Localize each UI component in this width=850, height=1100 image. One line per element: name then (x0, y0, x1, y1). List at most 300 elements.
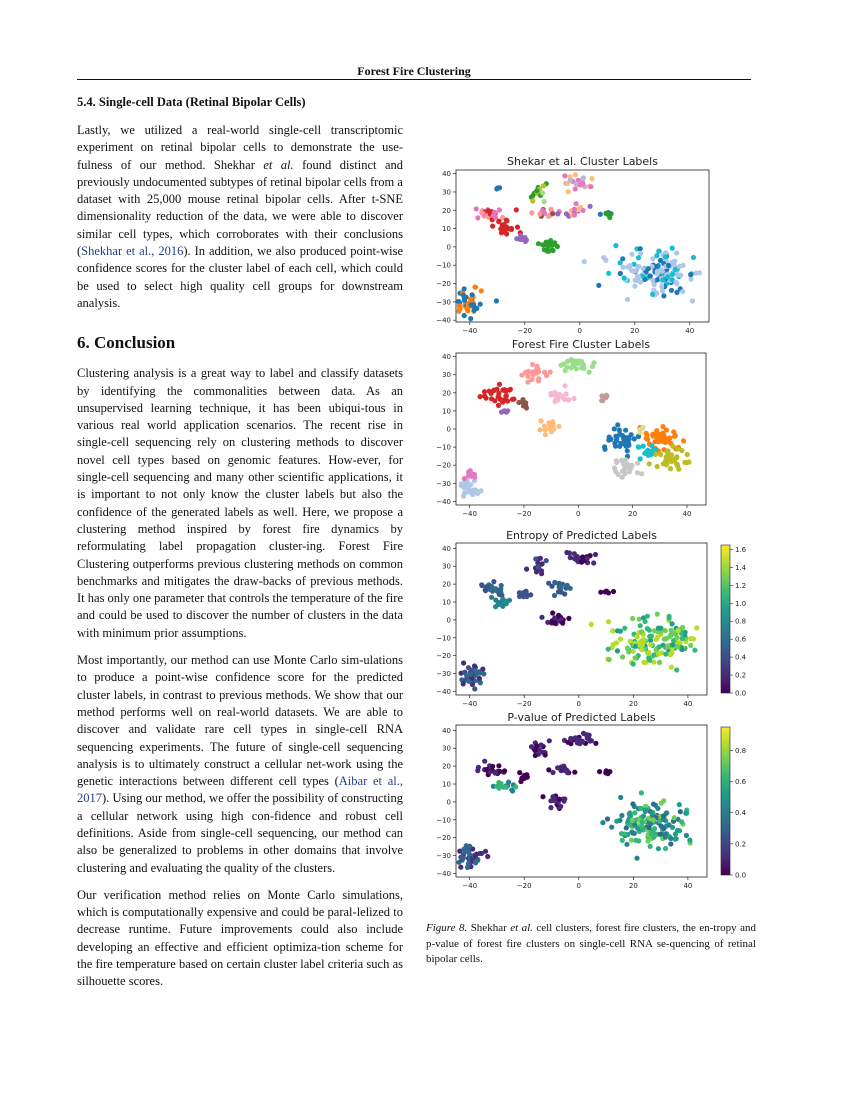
data-point (547, 738, 552, 743)
data-point (551, 248, 556, 253)
data-point (669, 621, 674, 626)
data-point (674, 250, 679, 255)
colorbar (721, 545, 730, 693)
data-point (552, 593, 557, 598)
figure-canvas (424, 154, 760, 890)
data-point (687, 838, 692, 843)
data-point (681, 438, 686, 443)
data-point (501, 222, 506, 227)
y-tick-label: 30 (442, 744, 451, 753)
data-point (621, 265, 626, 270)
data-point (657, 249, 662, 254)
data-point (496, 403, 501, 408)
data-point (674, 455, 679, 460)
data-point (625, 646, 630, 651)
data-point (636, 445, 641, 450)
data-point (462, 298, 467, 303)
data-point (479, 851, 484, 856)
data-point (582, 259, 587, 264)
data-point (674, 836, 679, 841)
y-tick-label: 20 (442, 206, 451, 215)
data-point (663, 835, 668, 840)
data-point (631, 661, 636, 666)
data-point (612, 426, 617, 431)
data-point (572, 551, 577, 556)
data-point (666, 263, 671, 268)
colorbar-tick-label: 0.6 (735, 778, 747, 787)
text-run: Shekhar (467, 922, 511, 934)
data-point (579, 560, 584, 565)
data-point (632, 655, 637, 660)
data-point (504, 231, 509, 236)
colorbar-tick-label: 0.2 (735, 671, 747, 680)
data-point (548, 798, 553, 803)
data-point (534, 188, 539, 193)
data-point (539, 742, 544, 747)
y-tick-label: 40 (442, 353, 451, 362)
data-point (641, 425, 646, 430)
data-point (504, 785, 509, 790)
data-point (497, 207, 502, 212)
data-point (461, 852, 466, 857)
data-point (472, 308, 477, 313)
data-point (643, 808, 648, 813)
citation-link[interactable]: Shekhar et al., 2016 (81, 244, 184, 259)
data-point (489, 396, 494, 401)
data-point (615, 648, 620, 653)
data-point (672, 434, 677, 439)
data-point (625, 448, 630, 453)
data-point (646, 816, 651, 821)
x-tick-label: −20 (516, 882, 532, 890)
y-tick-label: 20 (442, 580, 451, 589)
x-tick-label: −40 (462, 882, 478, 890)
data-point (544, 248, 549, 253)
data-point (498, 590, 503, 595)
data-point (510, 788, 515, 793)
data-point (649, 443, 654, 448)
data-point (618, 795, 623, 800)
y-tick-label: −20 (436, 652, 451, 661)
data-point (632, 823, 637, 828)
data-point (604, 768, 609, 773)
data-point (675, 628, 680, 633)
data-point (580, 181, 585, 186)
data-point (663, 440, 668, 445)
y-tick-label: −40 (436, 316, 451, 325)
text-run: ). Using our method, we offer the possibility of constructing a cellular network using high con-fidence and robust cell definitions. Aside from single-cell sequencing, our method can also be generalized to problems in other domains that involve clustering and evaluating the quality of the clusters. (77, 791, 403, 875)
data-point (521, 237, 526, 242)
data-point (579, 359, 584, 364)
data-point (515, 225, 520, 230)
data-point (581, 366, 586, 371)
data-point (684, 833, 689, 838)
data-point (538, 418, 543, 423)
paragraph-conclusion-3: Our verification method relies on Monte Carlo simulations, which is computationally expensive and could be paral-lelized to decrease runtime. Future improvements could also include developing an effective and efficient optimiza-tion scheme for the fire temperature based on certain cluster label criteria such as silhouette scores. (77, 887, 403, 989)
data-point (621, 437, 626, 442)
data-point (662, 637, 667, 642)
data-point (472, 663, 477, 668)
data-point (504, 218, 509, 223)
data-point (561, 799, 566, 804)
data-point (573, 186, 578, 191)
data-point (697, 270, 702, 275)
data-point (462, 670, 467, 675)
x-tick-label: 20 (628, 700, 638, 708)
data-point (635, 470, 640, 475)
colorbar-tick-label: 0.4 (735, 809, 747, 818)
data-point (596, 283, 601, 288)
data-point (614, 438, 619, 443)
data-point (636, 838, 641, 843)
data-point (563, 368, 568, 373)
data-point (588, 184, 593, 189)
data-point (621, 275, 626, 280)
data-point (688, 272, 693, 277)
y-tick-label: 20 (442, 762, 451, 771)
x-tick-label: 40 (683, 882, 693, 890)
data-point (475, 215, 480, 220)
data-point (645, 614, 650, 619)
data-point (660, 288, 665, 293)
data-point (605, 212, 610, 217)
data-point (641, 813, 646, 818)
data-point (495, 185, 500, 190)
data-point (648, 844, 653, 849)
data-point (566, 616, 571, 621)
running-header: Forest Fire Clustering (357, 64, 471, 78)
x-tick-label: 0 (577, 327, 582, 335)
data-point (563, 383, 568, 388)
data-point (466, 474, 471, 479)
data-point (633, 644, 638, 649)
data-point (546, 240, 551, 245)
data-point (657, 660, 662, 665)
data-point (484, 767, 489, 772)
data-point (677, 828, 682, 833)
y-tick-label: 10 (442, 780, 451, 789)
data-point (530, 193, 535, 198)
data-point (630, 801, 635, 806)
data-point (685, 452, 690, 457)
data-point (682, 460, 687, 465)
data-point (521, 590, 526, 595)
data-point (670, 246, 675, 251)
data-point (581, 208, 586, 213)
data-point (466, 849, 471, 854)
data-point (691, 636, 696, 641)
data-point (670, 272, 675, 277)
x-tick-label: 0 (576, 510, 581, 518)
data-point (672, 259, 677, 264)
data-point (564, 550, 569, 555)
colorbar-tick-label: 1.0 (735, 599, 747, 608)
data-point (663, 254, 668, 259)
data-point (462, 485, 467, 490)
data-point (550, 419, 555, 424)
data-point (481, 671, 486, 676)
data-point (639, 790, 644, 795)
data-point (621, 462, 626, 467)
data-point (536, 564, 541, 569)
colorbar-tick-label: 0.0 (735, 871, 747, 880)
colorbar-tick-label: 0.6 (735, 635, 747, 644)
colorbar-tick-label: 1.2 (735, 581, 747, 590)
data-point (517, 770, 522, 775)
data-point (542, 199, 547, 204)
data-point (668, 466, 673, 471)
data-point (498, 397, 503, 402)
data-point (478, 488, 483, 493)
data-point (622, 626, 627, 631)
data-point (615, 422, 620, 427)
data-point (669, 288, 674, 293)
chart-title: Shekar et al. Cluster Labels (507, 155, 658, 168)
chart-panel (436, 155, 709, 335)
data-point (468, 316, 473, 321)
data-point (611, 642, 616, 647)
chart-panel (436, 529, 746, 708)
data-point (543, 432, 548, 437)
data-point (611, 589, 616, 594)
y-tick-label: 40 (442, 544, 451, 553)
y-tick-label: 0 (446, 798, 451, 807)
x-tick-label: −40 (462, 327, 478, 335)
data-point (556, 424, 561, 429)
data-point (531, 372, 536, 377)
header-rule (77, 79, 751, 80)
data-point (550, 610, 555, 615)
data-point (461, 660, 466, 665)
y-tick-label: −10 (436, 261, 451, 270)
data-point (568, 741, 573, 746)
data-point (623, 428, 628, 433)
y-tick-label: −30 (436, 670, 451, 679)
data-point (655, 464, 660, 469)
data-point (479, 210, 484, 215)
figure-8 (424, 154, 760, 890)
x-tick-label: −20 (517, 327, 533, 335)
data-point (593, 741, 598, 746)
data-point (673, 832, 678, 837)
y-tick-label: −40 (436, 497, 451, 506)
data-point (491, 213, 496, 218)
data-point (465, 865, 470, 870)
x-tick-label: 0 (576, 882, 582, 890)
data-point (539, 615, 544, 620)
data-point (565, 359, 570, 364)
y-tick-label: 30 (442, 188, 451, 197)
data-point (536, 376, 541, 381)
data-point (655, 264, 660, 269)
data-point (562, 591, 567, 596)
data-point (523, 370, 528, 375)
data-point (640, 825, 645, 830)
y-tick-label: −30 (436, 479, 451, 488)
data-point (675, 272, 680, 277)
data-point (565, 583, 570, 588)
data-point (540, 242, 545, 247)
data-point (606, 619, 611, 624)
data-point (614, 458, 619, 463)
data-point (540, 190, 545, 195)
data-point (549, 426, 554, 431)
data-point (660, 277, 665, 282)
paragraph-conclusion-1: Clustering analysis is a great way to label and classify datasets by identifying the commonalities between data. As an unsupervised learning technique, it has been ubiqui-tous in various real world application scenarios. The recent rise in single-cell sequencing rely on clustering methods to discover novel cell types based on genomic features. How-ever, for single-cell sequencing and many other scientific applications, it is important to not only know the cluster labels but also the confidence of the generated labels as well. Here, we propose a clustering method inspired by forest fire dynamics by reformulating label propagation cluster-ing. Forest Fire Clustering outperforms previous clustering methods on common benchmarks and mitigates the draw-backs of previous methods. It has only one parameter that controls the temperature of the fire and could be used to discover the number of clusters in the data with minimum prior assumptions. (77, 366, 403, 640)
data-point (598, 590, 603, 595)
data-point (680, 289, 685, 294)
data-point (522, 775, 527, 780)
section-title: 6. Conclusion (77, 333, 176, 353)
italic-run: et al. (510, 922, 533, 934)
data-point (636, 255, 641, 260)
citation-link[interactable]: Aibar et al., 2017 (77, 774, 403, 806)
data-point (663, 652, 668, 657)
data-point (648, 642, 653, 647)
data-point (522, 402, 527, 407)
data-point (540, 794, 545, 799)
data-point (478, 394, 483, 399)
data-point (600, 820, 605, 825)
data-point (534, 569, 539, 574)
data-point (544, 558, 549, 563)
y-tick-label: 0 (446, 243, 451, 252)
data-point (678, 809, 683, 814)
data-point (469, 302, 474, 307)
data-point (622, 832, 627, 837)
data-point (652, 826, 657, 831)
data-point (692, 648, 697, 653)
x-tick-label: −40 (462, 510, 477, 518)
data-point (497, 769, 502, 774)
data-point (649, 832, 654, 837)
data-point (655, 269, 660, 274)
data-point (524, 594, 529, 599)
data-point (572, 770, 577, 775)
data-point (694, 625, 699, 630)
data-point (499, 583, 504, 588)
colorbar-tick-label: 1.4 (735, 563, 747, 572)
data-point (674, 461, 679, 466)
data-point (659, 801, 664, 806)
data-point (458, 865, 463, 870)
data-point (610, 628, 615, 633)
x-tick-label: −20 (516, 700, 532, 708)
plot-area (456, 725, 707, 877)
y-tick-label: −20 (436, 834, 451, 843)
data-point (568, 178, 573, 183)
data-point (614, 819, 619, 824)
data-point (630, 818, 635, 823)
x-tick-label: −40 (462, 700, 478, 708)
data-point (658, 626, 663, 631)
data-point (624, 825, 629, 830)
data-point (538, 556, 543, 561)
data-point (553, 399, 558, 404)
data-point (473, 285, 478, 290)
data-point (680, 263, 685, 268)
data-point (490, 589, 495, 594)
data-point (647, 658, 652, 663)
data-point (644, 431, 649, 436)
data-point (478, 302, 483, 307)
data-point (511, 397, 516, 402)
data-point (537, 211, 542, 216)
data-point (673, 267, 678, 272)
data-point (537, 427, 542, 432)
data-point (648, 273, 653, 278)
text-run: cell clusters, forest fire clusters, the en-tropy and p-value of forest fire clusters on single-cell RNA se-quencing of retinal bipolar cells. (426, 922, 756, 965)
data-point (637, 643, 642, 648)
data-point (632, 810, 637, 815)
data-point (543, 752, 548, 757)
data-point (618, 271, 623, 276)
text-run: Most importantly, our method can use Monte Carlo sim-ulations to produce a point-wise confidence score for the predicted cluster labels, in contrast to previous methods. We show that our method performs well on real-world datasets. We are able to discover and validate rare cell types in single-cell RNA sequencing experiments. The future of single-cell sequencing analysis is to ultimately construct a cellular net-work using the genetic interactions between different cell types ( (77, 653, 403, 789)
data-point (555, 211, 560, 216)
data-point (637, 617, 642, 622)
data-point (539, 571, 544, 576)
data-point (671, 429, 676, 434)
data-point (651, 817, 656, 822)
data-point (490, 224, 495, 229)
data-point (461, 293, 466, 298)
data-point (573, 181, 578, 186)
data-point (661, 826, 666, 831)
data-point (487, 389, 492, 394)
data-point (622, 471, 627, 476)
data-point (679, 448, 684, 453)
data-point (604, 589, 609, 594)
data-point (541, 183, 546, 188)
data-point (563, 768, 568, 773)
data-point (619, 813, 624, 818)
data-point (472, 686, 477, 691)
data-point (650, 810, 655, 815)
caption-label: Figure 8. (426, 922, 468, 934)
y-tick-label: 10 (442, 598, 451, 607)
paragraph-conclusion-2 (77, 652, 403, 877)
data-point (490, 764, 495, 769)
data-point (656, 846, 661, 851)
data-point (680, 625, 685, 630)
data-point (473, 860, 478, 865)
data-point (571, 396, 576, 401)
data-point (557, 797, 562, 802)
data-point (496, 763, 501, 768)
data-point (688, 643, 693, 648)
data-point (617, 432, 622, 437)
chart-title: Forest Fire Cluster Labels (511, 338, 651, 351)
x-tick-label: 0 (576, 700, 582, 708)
data-point (645, 626, 650, 631)
data-point (639, 629, 644, 634)
colorbar (721, 727, 730, 875)
colorbar-tick-label: 1.6 (735, 545, 747, 554)
x-tick-label: 20 (630, 327, 640, 335)
data-point (496, 219, 501, 224)
data-point (581, 175, 586, 180)
data-point (668, 841, 673, 846)
data-point (656, 651, 661, 656)
data-point (631, 649, 636, 654)
data-point (549, 620, 554, 625)
data-point (505, 408, 510, 413)
data-point (607, 435, 612, 440)
data-point (483, 588, 488, 593)
x-tick-label: −20 (516, 510, 532, 518)
y-tick-label: −10 (436, 443, 451, 452)
x-tick-label: 20 (628, 882, 638, 890)
